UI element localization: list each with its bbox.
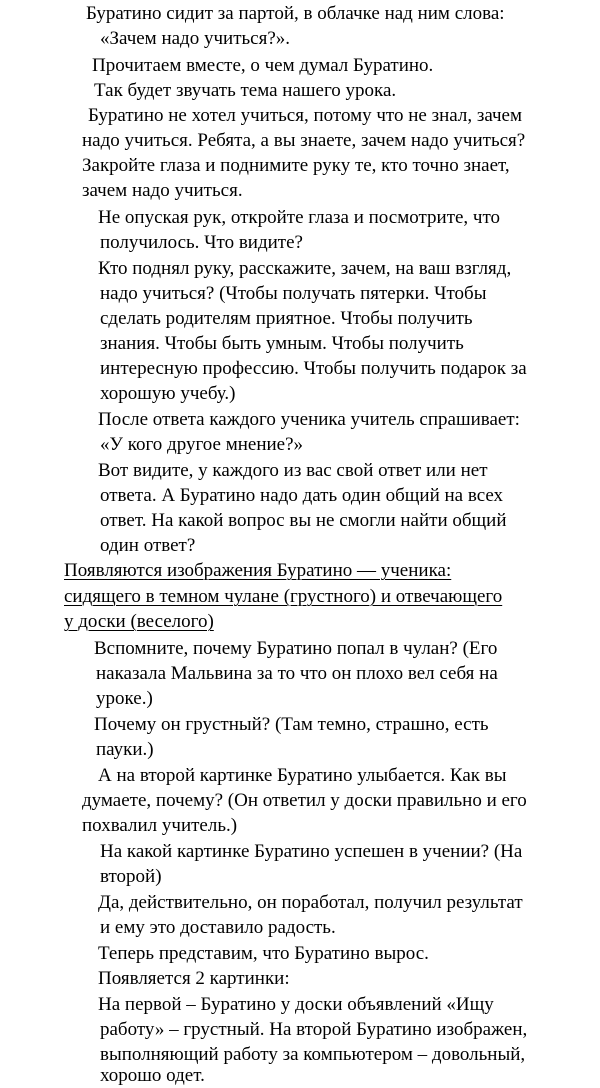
text-line: хорошо одет. <box>100 1065 205 1086</box>
text-line: Буратино сидит за партой, в облачке над ним слова: <box>86 3 505 24</box>
text-line: ответ. На какой вопрос вы не смогли найти общий <box>100 510 507 531</box>
text-line: Появляется 2 картинки: <box>98 968 290 989</box>
text-line: Так будет звучать тема нашего урока. <box>94 80 397 101</box>
text-line: Кто поднял руку, расскажите, зачем, на ваш взгляд, <box>98 258 512 279</box>
text-line: Не опуская рук, откройте глаза и посмотрите, что <box>98 207 501 228</box>
text-line: ответа. А Буратино надо дать один общий на всех <box>100 485 504 506</box>
text-line: На первой – Буратино у доски объявлений «Ищу <box>98 994 494 1015</box>
underlined-text-line: сидящего в темном чулане (грустного) и отвечающего <box>64 586 503 607</box>
text-line: знания. Чтобы быть умным. Чтобы получить <box>100 333 464 354</box>
text-line: пауки.) <box>96 739 154 760</box>
text-line: сделать родителям приятное. Чтобы получить <box>100 308 473 329</box>
text-line: Да, действительно, он поработал, получил результат <box>98 892 523 913</box>
text-line: наказала Мальвина за то что он плохо вел себя на <box>96 663 498 684</box>
text-line: выполняющий работу за компьютером – довольный, <box>100 1044 526 1065</box>
text-line: Вот видите, у каждого из вас свой ответ или нет <box>98 460 488 481</box>
text-line: А на второй картинке Буратино улыбается. Как вы <box>98 765 507 786</box>
text-line: Прочитаем вместе, о чем думал Буратино. <box>92 55 434 76</box>
text-line: зачем надо учиться. <box>82 180 243 201</box>
text-line: Закройте глаза и поднимите руку те, кто точно знает, <box>82 155 510 176</box>
text-line: Почему он грустный? (Там темно, страшно, есть <box>94 714 489 735</box>
text-line: «Зачем надо учиться?». <box>100 28 291 49</box>
text-line: работу» – грустный. На второй Буратино изображен, <box>100 1019 528 1040</box>
text-line: интересную профессию. Чтобы получить подарок за <box>100 358 527 379</box>
text-line: Вспомните, почему Буратино попал в чулан? (Его <box>94 638 498 659</box>
underlined-text-line: у доски (веселого) <box>64 611 214 632</box>
text-line: На какой картинке Буратино успешен в учении? (На <box>100 841 523 862</box>
text-line: «У кого другое мнение?» <box>100 434 304 455</box>
underlined-text-line: Появляются изображения Буратино — ученика: <box>64 560 452 581</box>
text-line: Теперь представим, что Буратино вырос. <box>98 943 429 964</box>
text-line: и ему это доставило радость. <box>100 917 336 938</box>
text-line: уроке.) <box>96 688 153 709</box>
text-line: надо учиться? (Чтобы получать пятерки. Чтобы <box>100 283 487 304</box>
text-line: Буратино не хотел учиться, потому что не знал, зачем <box>88 105 523 126</box>
text-line: второй) <box>100 866 162 887</box>
text-line: один ответ? <box>100 535 196 556</box>
text-line: думаете, почему? (Он ответил у доски правильно и его <box>82 790 527 811</box>
text-line: получилось. Что видите? <box>100 232 303 253</box>
text-line: После ответа каждого ученика учитель спрашивает: <box>98 409 520 430</box>
text-line: похвалил учитель.) <box>82 815 238 836</box>
text-line: надо учиться. Ребята, а вы знаете, зачем надо учиться? <box>82 130 526 151</box>
text-line: хорошую учебу.) <box>100 383 236 404</box>
